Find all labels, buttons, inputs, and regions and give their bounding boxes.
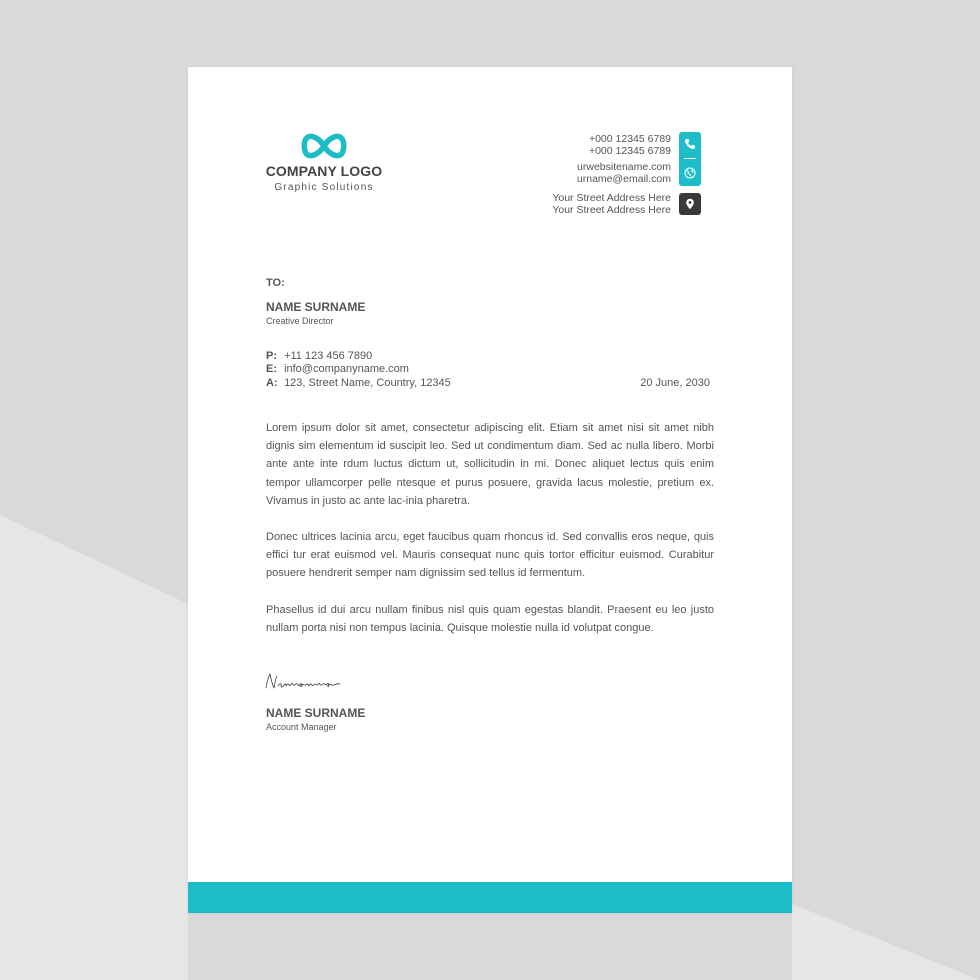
email-key: E: [266, 363, 277, 375]
header-phone: +000 12345 6789 [588, 145, 671, 157]
recipient-role: Creative Director [266, 316, 334, 326]
phone-icon [684, 138, 696, 150]
header-web [577, 161, 671, 185]
company-logo [265, 131, 383, 194]
signatory-role: Account Manager [266, 722, 337, 732]
recipient-email-row [266, 363, 409, 376]
footer-accent-bar [188, 882, 792, 913]
header-address-line: Your Street Address Here [552, 192, 671, 204]
address-icon-box [679, 193, 701, 215]
infinity-logo-icon [300, 131, 348, 161]
location-pin-icon [684, 198, 696, 210]
letterhead-page [188, 67, 792, 913]
contact-icon-box [679, 132, 701, 186]
body-paragraph: Donec ultrices lacinia arcu, eget faucibus quam rhoncus id. Sed convallis eros neque, quis effici tur erat euismod vel. Mauris consequat nunc quis tortor efficitur euismod. Curabitur posuere hendrerit semper nam dignissim sed tellus id fermentum. [266, 531, 714, 580]
recipient-name: NAME SURNAME [266, 300, 366, 314]
header-address [552, 192, 671, 216]
header-phones [589, 133, 671, 157]
globe-icon [684, 167, 696, 179]
header-address-line: Your Street Address Here [552, 204, 671, 216]
recipient-email: info@companyname.com [284, 363, 409, 375]
handwritten-signature [264, 668, 344, 694]
recipient-phone-row [266, 350, 372, 363]
icon-divider [684, 158, 696, 159]
body-paragraph: Phasellus id dui arcu nullam finibus nisl quis quam egestas blandit. Praesent eu leo justo nullam porta nisi non tempus lacinia. Quisque molestie nulla id volutpat congue. [266, 604, 714, 635]
header-email: urname@email.com [576, 173, 671, 185]
header-website: urwebsitename.com [577, 161, 671, 173]
recipient-address: 123, Street Name, Country, 12345 [284, 377, 451, 389]
phone-key: P: [266, 350, 277, 362]
to-label: TO: [266, 277, 285, 289]
signatory-name: NAME SURNAME [266, 706, 366, 720]
recipient-phone: +11 123 456 7890 [284, 350, 373, 362]
company-tagline: Graphic Solutions [274, 182, 374, 193]
body-paragraph: Lorem ipsum dolor sit amet, consectetur adipiscing elit. Etiam sit amet nisi sit amet nibh dignis sim elementum id suscipit leo. Sed ut condimentum diam. Sed ac nulla libero. Morbi ante ante inte rdum luctus dictum ut, sollicitudin in mi. Donec aliquet lectus quis enim tempor ullamcorper pelle ntesque et purus posuere, gravida lacus molestie, pretium ex. Vivamus in justo ac ante lac-inia pharetra. [266, 422, 714, 507]
company-name: COMPANY LOGO [265, 163, 383, 179]
header-phone: +000 12345 6789 [588, 133, 671, 145]
address-key: A: [266, 377, 278, 389]
letter-date: 20 June, 2030 [640, 377, 710, 389]
recipient-address-row [266, 377, 451, 390]
